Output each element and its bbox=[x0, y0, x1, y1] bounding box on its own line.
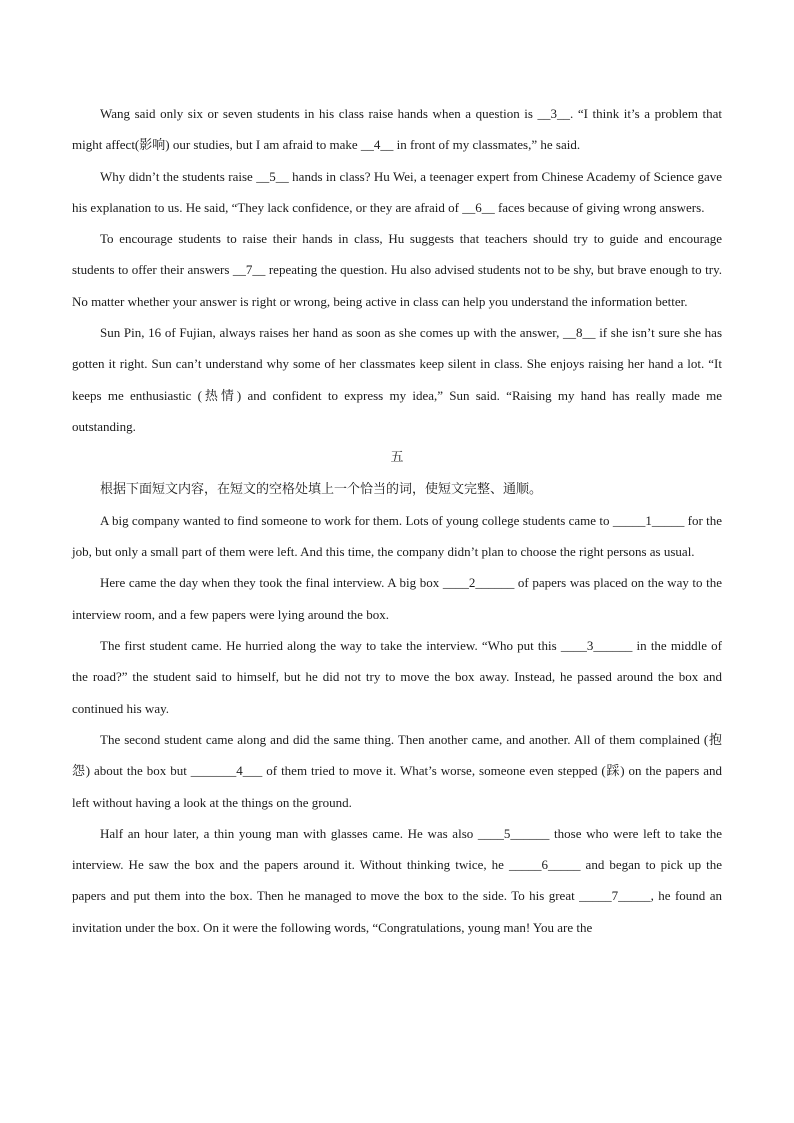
paragraph: A big company wanted to find someone to work for them. Lots of young college students came to _____1_____ for the job, but only a small part of them were left. And this time, the company didn’t plan to choose the right persons as usual. bbox=[72, 512, 722, 560]
paragraph: The first student came. He hurried along the way to take the interview. “Who put this ____3______ in the middle of the road?” the student said to himself, but he did not try to move the box away. Instead, he passed around the box and continued his way. bbox=[72, 638, 722, 716]
paragraph: Here came the day when they took the final interview. A big box ____2______ of papers was placed on the way to the interview room, and a few papers were lying around the box. bbox=[72, 575, 722, 622]
paragraph: Sun Pin, 16 of Fujian, always raises her hand as soon as she comes up with the answer, __8__ if she isn’t sure she has gotten it right. Sun can’t understand why some of her classmates keep silent in class. She enjoys raising her hand a lot. “It keeps me enthusiastic (热情) and confident to express my idea,” Sun said. “Raising my hand has really made me outstanding. bbox=[72, 325, 722, 434]
section-instruction: 根据下面短文内容，在短文的空格处填上一个恰当的词，使短文完整、通顺。 bbox=[100, 481, 543, 497]
paragraph: Wang said only six or seven students in his class raise hands when a question is __3__. “I think it’s a problem that might affect(影响) our studies, but I am afraid to make __4__ in front of my classmates,” he said. bbox=[72, 106, 722, 153]
section-heading: 五 bbox=[390, 450, 404, 466]
paragraph: To encourage students to raise their hands in class, Hu suggests that teachers should try to guide and encourage students to offer their answers __7__ repeating the question. Hu also advised students not to be shy, but brave enough to try. No matter whether your answer is right or wrong, being active in class can help you understand the information better. bbox=[72, 231, 722, 309]
paragraph: Half an hour later, a thin young man with glasses came. He was also ____5______ those who were left to take the interview. He saw the box and the papers around it. Without thinking twice, he _____6_____ and began to pick up the papers and put them into the box. Then he managed to move the box to the side. To his great _____7_____, he found an invitation under the box. On it were the following words, “Congratulations, young man! You are the bbox=[72, 825, 722, 935]
paragraph: Why didn’t the students raise __5__ hands in class? Hu Wei, a teenager expert from Chinese Academy of Science gave his explanation to us. He said, “They lack confidence, or they are afraid of __6__ faces because of giving wrong answers. bbox=[72, 168, 722, 215]
paragraph: The second student came along and did the same thing. Then another came, and another. All of them complained (抱怨) about the box but _______4___ of them tried to move it. What’s worse, someone even stepped (踩) on the papers and left without having a look at the things on the ground. bbox=[72, 731, 722, 810]
